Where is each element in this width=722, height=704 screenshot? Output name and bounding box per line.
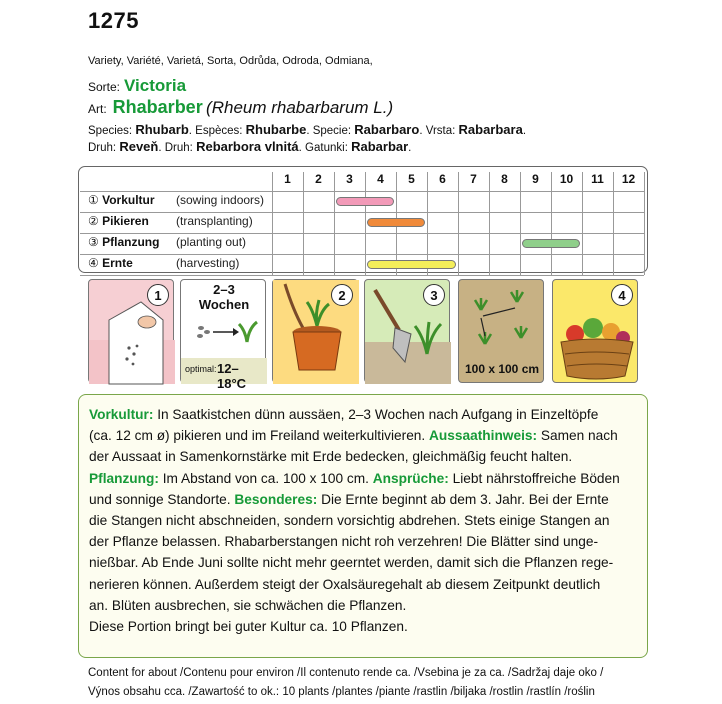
art-label: Art: (88, 102, 107, 116)
instructions-box (78, 394, 648, 658)
weeks-label: Wochen (198, 297, 250, 312)
instructions-line: an. Blüten ausbrechen, sie schwächen die Pflanzen. (89, 597, 407, 613)
optimal-temperature: 12–18°C (217, 361, 247, 391)
step-2-badge: 2 (331, 284, 353, 306)
grid-column-line (551, 172, 552, 275)
calendar-bar-pflanzung (522, 239, 580, 248)
calendar-bar-pikieren (367, 218, 425, 227)
grid-column-line (520, 172, 521, 275)
panel-transplanting (272, 279, 358, 383)
step-3-badge: 3 (423, 284, 445, 306)
month-label: 3 (346, 172, 353, 186)
month-label: 12 (621, 172, 636, 186)
panel-harvest (552, 279, 638, 383)
druh-translations: Druh: Reveň. Druh: Rebarbora vlnitá. Gatunki: Rabarbar. (88, 139, 412, 154)
month-label: 5 (408, 172, 415, 186)
grid-column-line (582, 172, 583, 275)
calendar-bar-vorkultur (336, 197, 394, 206)
grid-column-line (489, 172, 490, 275)
panel-spacing (458, 279, 544, 383)
instructions-line: (ca. 12 cm ø) pikieren und im Freiland weiterkultivieren. Aussaathinweis: Samen nach (89, 428, 618, 444)
grid-row-line (80, 212, 644, 213)
footer-content-line-2: Výnos obsahu cca. /Zawartość to ok.: 10 plants /plantes /piante /rastlin /biljaka /rostlin /rastlín /roślin (88, 686, 595, 698)
calendar-row-ernte: ④ Ernte (harvesting) (88, 256, 240, 270)
sorte-value: Victoria (124, 76, 187, 95)
footer-content-line-1: Content for about /Contenu pour environ /Il contenuto rende ca. /Vsebina je za ca. /Sadržaj daje oko / (88, 667, 604, 679)
weeks-value: 2–3 (213, 282, 235, 297)
variety-name (88, 76, 186, 96)
month-label: 1 (284, 172, 291, 186)
instructions-line: Vorkultur: In Saatkistchen dünn aussäen, 2–3 Wochen nach Aufgang in Einzeltöpfe (89, 407, 599, 422)
grid-row-line (80, 275, 644, 276)
spacing-value: 100 x 100 cm (464, 362, 540, 376)
month-label: 6 (439, 172, 446, 186)
grid-column-line (334, 172, 335, 275)
instructions-line: die Stangen nicht abschneiden, sondern vorsichtig abdrehen. Stets einige Stangen an (89, 513, 610, 529)
instructions-line: Diese Portion bringt bei guter Kultur ca. 10 Pflanzen. (89, 619, 408, 635)
grid-column-line (644, 172, 645, 275)
species-name (88, 97, 393, 118)
product-code: 1275 (88, 8, 139, 33)
calendar-row-pflanzung: ③ Pflanzung (planting out) (88, 235, 247, 249)
grid-row-line (80, 254, 644, 255)
variety-line: Variety, Variété, Varietá, Sorta, Odrůda, Odroda, Odmiana, (88, 55, 373, 67)
latin-name: (Rheum rhabarbarum L.) (206, 98, 394, 117)
grid-column-line (272, 172, 273, 275)
month-label: 7 (470, 172, 477, 186)
month-label: 4 (377, 172, 384, 186)
species-translations: Species: Rhubarb. Espèces: Rhubarbe. Specie: Rabarbaro. Vrsta: Rabarbara. (88, 122, 527, 137)
step-1-badge: 1 (147, 284, 169, 306)
grid-column-line (303, 172, 304, 275)
instructions-line: der Aussaat in Samenkornstärke mit Erde bedecken, gleichmäßig feucht halten. (89, 449, 573, 465)
grid-column-line (365, 172, 366, 275)
grid-column-line (613, 172, 614, 275)
month-label: 8 (501, 172, 508, 186)
month-label: 10 (559, 172, 574, 186)
sorte-label: Sorte: (88, 80, 121, 94)
month-label: 9 (532, 172, 539, 186)
grid-row-line (80, 191, 644, 192)
instructions-line: Pflanzung: Im Abstand von ca. 100 x 100 cm. Ansprüche: Liebt nährstoffreiche Böden (89, 470, 620, 486)
month-label: 11 (591, 172, 604, 186)
month-label: 2 (315, 172, 322, 186)
optimal-label: optimal: (185, 364, 217, 374)
grid-row-line (80, 233, 644, 234)
instructions-line: nießbar. Ab Ende Juni sollte nicht mehr geerntet werden, damit sich die Pflanzen rege- (89, 555, 614, 571)
panel-planting (364, 279, 450, 383)
step-4-badge: 4 (611, 284, 633, 306)
panel-sowing (88, 279, 174, 383)
art-value: Rhabarber (112, 97, 203, 117)
calendar-row-pikieren: ② Pikieren (transplanting) (88, 214, 253, 228)
calendar-row-vorkultur: ① Vorkultur (sowing indoors) (88, 193, 265, 207)
instructions-line: nerieren können. Außerdem steigt der Oxalsäuregehalt ab diesem Zeitpunkt deutlich (89, 576, 601, 592)
calendar-bar-ernte (367, 260, 456, 269)
instructions-line: der Pflanze belassen. Rhabarberstangen nicht roh verzehren! Die Blätter sind unge- (89, 534, 599, 550)
panel-germination (180, 279, 266, 391)
instructions-line: und sonnige Standorte. Besonderes: Die Ernte beginnt ab dem 3. Jahr. Bei der Ernte (89, 491, 609, 507)
grid-column-line (458, 172, 459, 275)
